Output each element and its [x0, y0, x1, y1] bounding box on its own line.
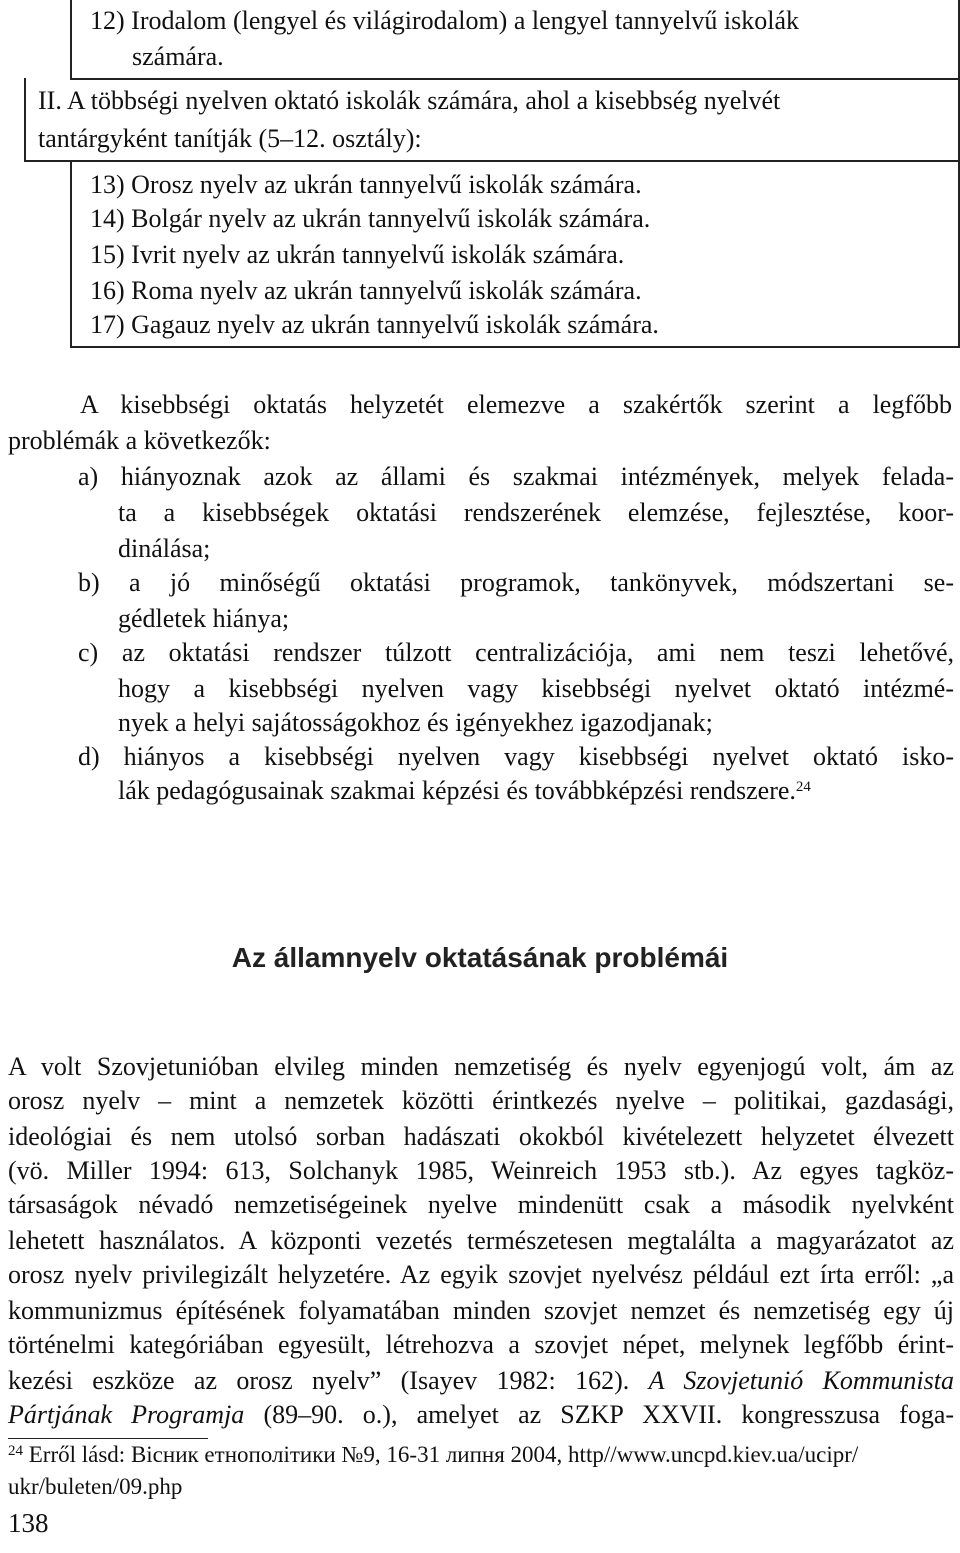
- footnote-line2: ukr/buleten/09.php: [8, 1474, 183, 1499]
- problem-a-line2: ta a kisebbségek oktatási rendszerének elemzése, fejlesztése, koor-: [118, 498, 954, 527]
- footnote-line1: [8, 1440, 858, 1470]
- body-line11: [8, 1398, 954, 1432]
- intro-line2: problémák a következők:: [8, 426, 271, 455]
- body-line3: ideológiai és nem utolsó sorban hadászati okokból kivételezett helyzetet élvezett: [8, 1122, 954, 1151]
- footnote-text: Erről lásd: Вісник етнополітики №9, 16-31 липня 2004, http//www.uncpd.kiev.ua/ucipr/: [28, 1442, 859, 1467]
- problem-c-line3: nyek a helyi sajátosságokhoz és igényekhez igazodjanak;: [118, 708, 713, 737]
- body-line8: kommunizmus építésének folyamatában minden szovjet nemzet és nemzetiség egy új: [8, 1296, 954, 1325]
- list-item-12-line1: 12) Irodalom (lengyel és világirodalom) a lengyel tannyelvű iskolák: [90, 6, 800, 35]
- problem-c-line1: c) az oktatási rendszer túlzott centralizációja, ami nem teszi lehetővé,: [78, 638, 954, 667]
- body-line6: lehetett használatos. A központi vezetés természetesen megtalálta a magyarázatot az: [8, 1226, 954, 1255]
- body-line9: történelmi kategóriában egyesült, létrehozva a szovjet népet, melynek legfőbb érint-: [8, 1330, 954, 1359]
- intro-line1: A kisebbségi oktatás helyzetét elemezve a szakértők szerint a legfőbb: [80, 390, 952, 419]
- page-number: 138: [8, 1508, 49, 1538]
- section-heading: Az államnyelv oktatásának problémái: [231, 942, 729, 973]
- list-item-15: 15) Ivrit nyelv az ukrán tannyelvű iskolák számára.: [90, 240, 625, 269]
- problem-a-line3: dinálása;: [118, 534, 211, 563]
- program-title-part1: A Szovjetunió Kommunista: [648, 1366, 955, 1395]
- list-item-16: 16) Roma nyelv az ukrán tannyelvű iskolák számára.: [90, 276, 642, 305]
- body-line10: [8, 1364, 954, 1398]
- section-2-line1: II. A többségi nyelven oktató iskolák számára, ahol a kisebbség nyelvét: [38, 86, 781, 115]
- problem-d-line2: [118, 774, 811, 808]
- body-line1: A volt Szovjetunióban elvileg minden nemzetiség és nyelv egyenjogú volt, ám az: [8, 1052, 954, 1081]
- problem-b-line1: b) a jó minőségű oktatási programok, tankönyvek, módszertani se-: [78, 568, 954, 597]
- list-item-12-line2: számára.: [132, 42, 224, 71]
- problem-c-line2: hogy a kisebbségi nyelven vagy kisebbségi nyelvet oktató intézmé-: [118, 674, 954, 703]
- list-item-14: 14) Bolgár nyelv az ukrán tannyelvű iskolák számára.: [90, 204, 651, 233]
- problem-a-line1: a) hiányoznak azok az állami és szakmai intézmények, melyek felada-: [78, 462, 954, 491]
- problem-d-line2-text: lák pedagógusainak szakmai képzési és továbbképzési rendszere.: [118, 776, 796, 805]
- body-line11-text: (89–90. o.), amelyet az SZKP XXVII. kongresszusa foga-: [263, 1400, 955, 1429]
- problem-b-line2: gédletek hiánya;: [118, 604, 290, 633]
- section-2-line2: tantárgyként tanítják (5–12. osztály):: [38, 124, 422, 153]
- problem-d-line1: d) hiányos a kisebbségi nyelven vagy kisebbségi nyelvet oktató isko-: [78, 742, 954, 771]
- body-line10-text: kezési eszköze az orosz nyelv” (Isayev 1982: 162).: [8, 1366, 630, 1395]
- footnote-ref-24: 24: [795, 779, 811, 795]
- program-title-part2: Pártjának Programja: [8, 1400, 245, 1429]
- footnote-rule: [8, 1438, 208, 1439]
- body-line4: (vö. Miller 1994: 613, Solchanyk 1985, Weinreich 1953 stb.). Az egyes tagköz-: [8, 1156, 954, 1185]
- list-item-13: 13) Orosz nyelv az ukrán tannyelvű iskolák számára.: [90, 170, 642, 199]
- list-item-17: 17) Gagauz nyelv az ukrán tannyelvű iskolák számára.: [90, 310, 659, 339]
- body-line5: társaságok névadó nemzetiségeinek nyelve mindenütt csak a második nyelvként: [8, 1190, 954, 1219]
- footnote-number: 24: [8, 1443, 23, 1459]
- body-line2: orosz nyelv – mint a nemzetek közötti érintkezés nyelve – politikai, gazdasági,: [8, 1086, 954, 1115]
- body-line7: orosz nyelv privilegizált helyzetére. Az egyik szovjet nyelvész például ezt írta erről: „a: [8, 1260, 954, 1289]
